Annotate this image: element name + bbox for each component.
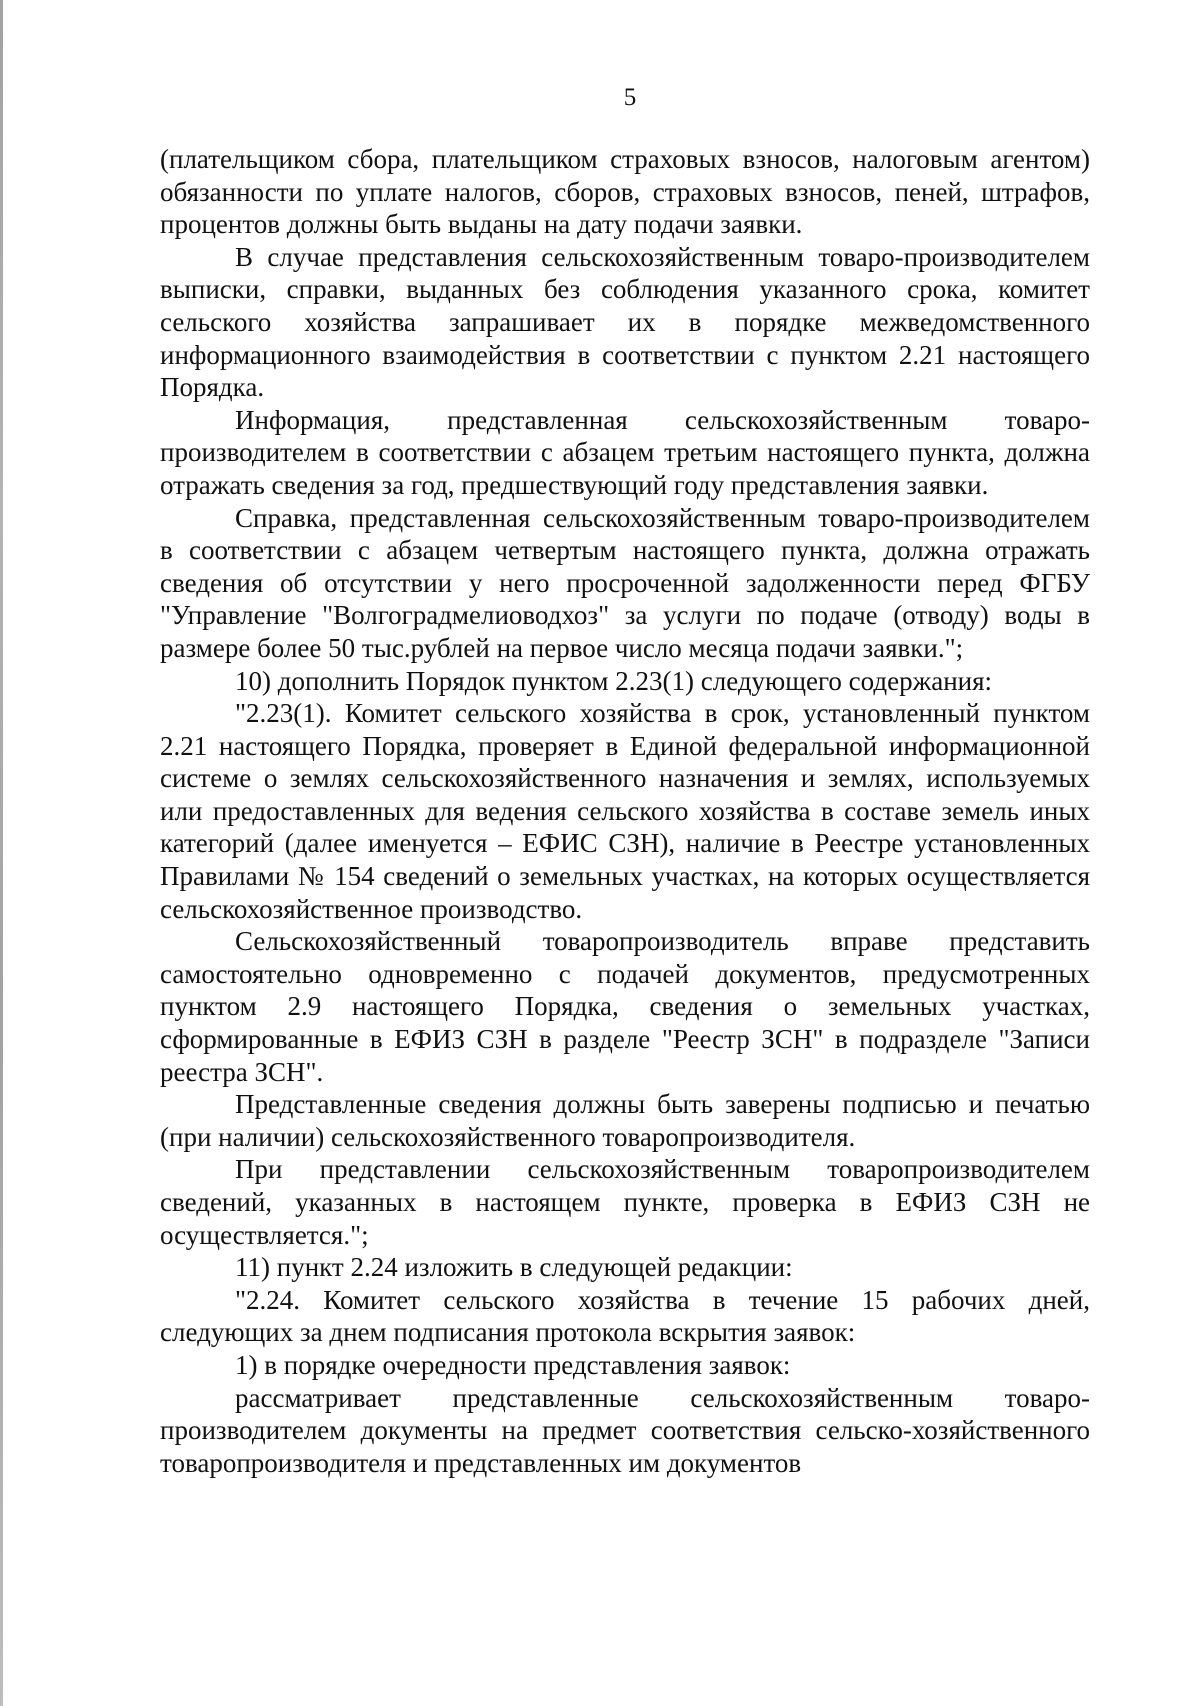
paragraph: Справка, представленная сельскохозяйственным товаро-производителем в соответствии с абзацем четвертым настоящего пункта, должна отражать сведения об отсутствии у него просроченной задолженности перед ФГБУ "Управление "Волгоградмелиоводхоз" за услуги по подаче (отводу) воды в размере более 50 тыс.рублей на первое число месяца подачи заявки."; (160, 502, 1090, 663)
paragraph: "2.23(1). Комитет сельского хозяйства в срок, установленный пунктом 2.21 настоящего Порядка, проверяет в Единой федеральной информационной системе о землях сельскохозяйственного назначения и землях, используемых или предоставленных для ведения сельского хозяйства в составе земель иных категорий (далее именуется – ЕФИС СЗН), наличие в Реестре установленных Правилами № 154 сведений о земельных участках, на которых осуществляется сельскохозяйственное производство. (160, 698, 1090, 924)
paragraph: Информация, представленная сельскохозяйственным товаро-производителем в соответствии с абзацем третьим настоящего пункта, должна отражать сведения за год, предшествующий году представления заявки. (160, 404, 1090, 500)
paragraph: Представленные сведения должны быть заверены подписью и печатью (при наличии) сельскохозяйственного товаропроизводителя. (160, 1089, 1090, 1152)
paragraph: Сельскохозяйственный товаропроизводитель вправе представить самостоятельно одновременно с подачей документов, предусмотренных пунктом 2.9 настоящего Порядка, сведения о земельных участках, сформированные в ЕФИЗ СЗН в разделе "Реестр ЗСН" в подразделе "Записи реестра ЗСН". (160, 926, 1090, 1087)
paragraph-item-11: 11) пункт 2.24 изложить в следующей редакции: (235, 1252, 793, 1283)
paragraph: рассматривает представленные сельскохозяйственным товаро-производителем документы на предмет соответствия сельско-хозяйственного товаропроизводителя и представленных им документов (160, 1382, 1090, 1478)
body-text (160, 143, 1090, 1479)
paragraph-continuation: (плательщиком сбора, плательщиком страховых взносов, налоговым агентом) обязанности по уплате налогов, сборов, страховых взносов, пеней, штрафов, процентов должны быть выданы на дату подачи заявки. (160, 144, 1090, 240)
paragraph: При представлении сельскохозяйственным товаропроизводителем сведений, указанных в настоящем пункте, проверка в ЕФИЗ СЗН не осуществляется."; (160, 1154, 1090, 1250)
paragraph-subitem-1: 1) в порядке очередности представления заявок: (235, 1349, 791, 1380)
scan-edge-mark (0, 0, 3, 1706)
paragraph: "2.24. Комитет сельского хозяйства в течение 15 рабочих дней, следующих за днем подписания протокола вскрытия заявок: (160, 1284, 1090, 1348)
paragraph: В случае представления сельскохозяйственным товаро-производителем выписки, справки, выданных без соблюдения указанного срока, комитет сельского хозяйства запрашивает их в порядке межведомственного информационного взаимодействия в соответствии с пунктом 2.21 настоящего Порядка. (160, 241, 1090, 403)
page-number: 5 (623, 84, 637, 111)
paragraph-item-10: 10) дополнить Порядок пунктом 2.23(1) следующего содержания: (235, 665, 993, 696)
